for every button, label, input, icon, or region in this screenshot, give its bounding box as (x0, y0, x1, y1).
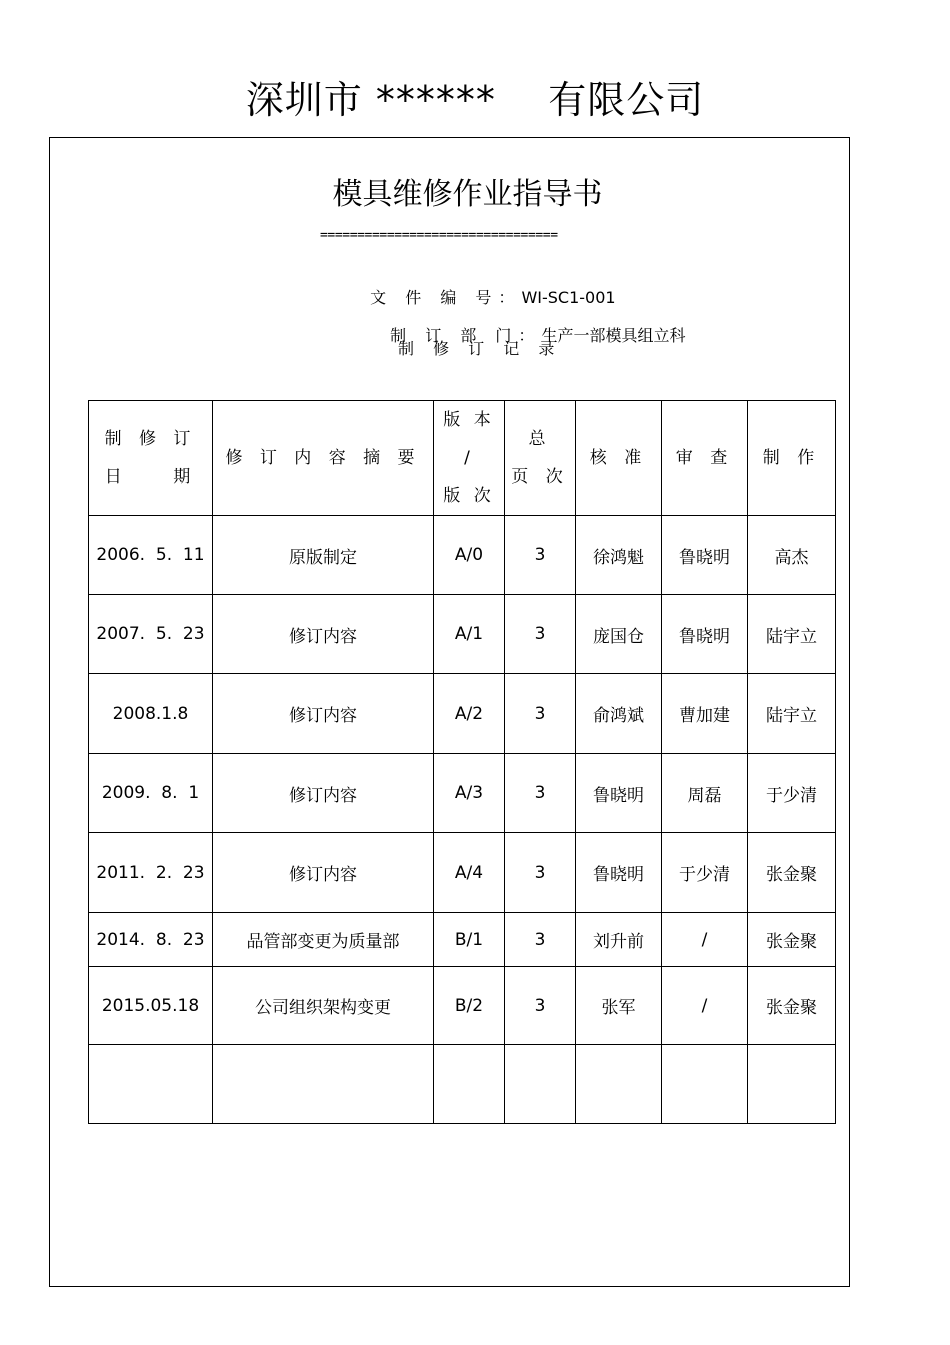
title-underline: ================================ (320, 228, 558, 243)
cell-reviewer: / (662, 967, 748, 1045)
table-row (89, 595, 836, 674)
cell-reviewer: 鲁晓明 (662, 516, 748, 595)
cell-maker: 张金聚 (748, 913, 836, 967)
document-title: 模具维修作业指导书 (332, 177, 603, 212)
cell-reviewer: / (662, 913, 748, 967)
cell-pages: 3 (505, 516, 576, 595)
table-row (89, 913, 836, 967)
cell-version (434, 1045, 505, 1124)
cell-date: 2011. 2. 23 (89, 833, 213, 913)
cell-reviewer: 曹加建 (662, 674, 748, 754)
cell-reviewer: 于少清 (662, 833, 748, 913)
table-row (89, 1045, 836, 1124)
header-version (434, 401, 505, 516)
department-label: 制 订 部 门： (390, 326, 542, 345)
cell-date: 2014. 8. 23 (89, 913, 213, 967)
cell-maker: 于少清 (748, 754, 836, 833)
cell-maker: 高杰 (748, 516, 836, 595)
cell-approver: 鲁晓明 (576, 754, 662, 833)
cell-summary (213, 1045, 434, 1124)
cell-pages: 3 (505, 674, 576, 754)
cell-version: A/2 (434, 674, 505, 754)
header-approve: 核 准 (576, 401, 662, 516)
cell-summary: 公司组织架构变更 (213, 967, 434, 1045)
doc-number-value: WI-SC1-001 (521, 288, 616, 307)
department-value: 生产一部模具组立科 (541, 326, 686, 345)
cell-date: 2008.1.8 (89, 674, 213, 754)
cell-summary: 修订内容 (213, 754, 434, 833)
header-make: 制 作 (748, 401, 836, 516)
cell-summary: 修订内容 (213, 595, 434, 674)
cell-pages: 3 (505, 833, 576, 913)
cell-maker: 陆宇立 (748, 674, 836, 754)
cell-pages: 3 (505, 595, 576, 674)
cell-summary: 修订内容 (213, 833, 434, 913)
cell-approver: 俞鸿斌 (576, 674, 662, 754)
cell-approver: 鲁晓明 (576, 833, 662, 913)
header-date-line1: 制 修 订 (104, 429, 197, 449)
header-date-line2: 日 期 (104, 467, 197, 487)
cell-summary: 原版制定 (213, 516, 434, 595)
cell-date: 2007. 5. 23 (89, 595, 213, 674)
doc-number-label: 文 件 编 号： (370, 288, 522, 307)
table-header-row (89, 401, 836, 516)
cell-pages (505, 1045, 576, 1124)
header-version-line1: 版 本 / (443, 410, 495, 468)
header-version-line2: 版 次 (443, 486, 495, 506)
cell-maker: 张金聚 (748, 967, 836, 1045)
cell-approver: 刘升前 (576, 913, 662, 967)
cell-date: 2006. 5. 11 (89, 516, 213, 595)
table-row (89, 754, 836, 833)
cell-approver: 庞国仓 (576, 595, 662, 674)
cell-version: B/1 (434, 913, 505, 967)
cell-reviewer: 鲁晓明 (662, 595, 748, 674)
cell-reviewer (662, 1045, 748, 1124)
table-row (89, 674, 836, 754)
cell-date: 2009. 8. 1 (89, 754, 213, 833)
cell-maker: 张金聚 (748, 833, 836, 913)
cell-date: 2015.05.18 (89, 967, 213, 1045)
cell-pages: 3 (505, 967, 576, 1045)
cell-pages: 3 (505, 913, 576, 967)
cell-date (89, 1045, 213, 1124)
company-title: 深圳市 ****** 有限公司 (245, 78, 705, 122)
cell-approver: 徐鸿魁 (576, 516, 662, 595)
revision-record-heading: 制 修 订 记 录 (398, 339, 562, 358)
cell-summary: 品管部变更为质量部 (213, 913, 434, 967)
table-row (89, 833, 836, 913)
cell-pages: 3 (505, 754, 576, 833)
revision-table (88, 400, 836, 1124)
cell-maker (748, 1045, 836, 1124)
cell-version: B/2 (434, 967, 505, 1045)
header-date (89, 401, 213, 516)
table-row (89, 967, 836, 1045)
cell-approver (576, 1045, 662, 1124)
header-summary: 修 订 内 容 摘 要 (213, 401, 434, 516)
header-pages (505, 401, 576, 516)
cell-maker: 陆宇立 (748, 595, 836, 674)
table-row (89, 516, 836, 595)
cell-version: A/1 (434, 595, 505, 674)
cell-version: A/3 (434, 754, 505, 833)
header-pages-line2: 页 次 (511, 467, 569, 487)
cell-approver: 张军 (576, 967, 662, 1045)
cell-summary: 修订内容 (213, 674, 434, 754)
cell-version: A/4 (434, 833, 505, 913)
header-review: 审 查 (662, 401, 748, 516)
cell-reviewer: 周磊 (662, 754, 748, 833)
cell-version: A/0 (434, 516, 505, 595)
header-pages-line1: 总 (528, 429, 552, 449)
